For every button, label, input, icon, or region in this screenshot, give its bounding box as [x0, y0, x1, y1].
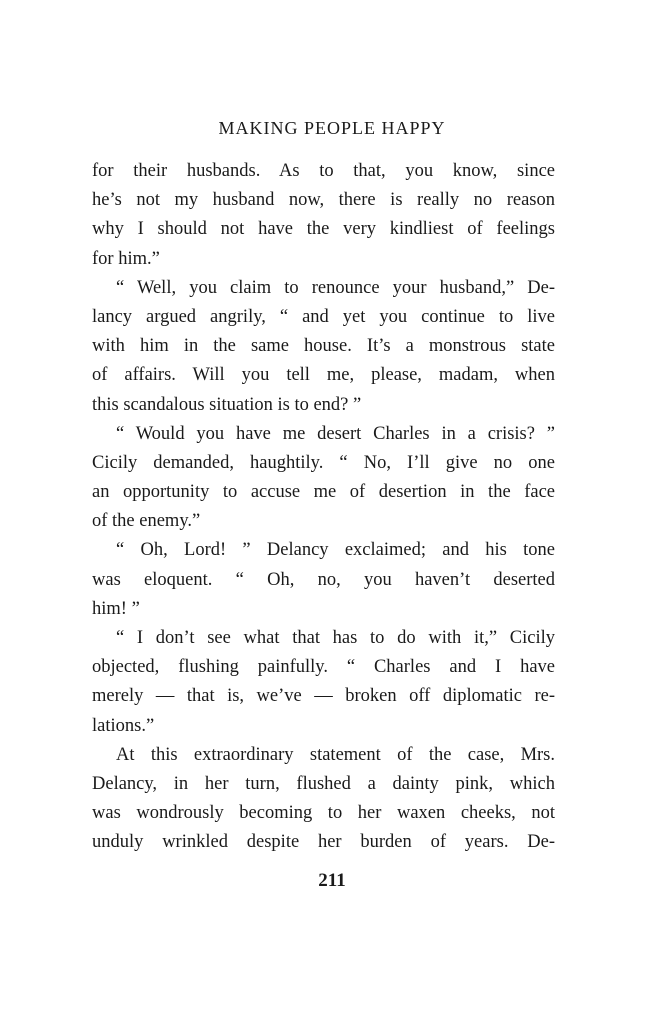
- text-line: was wondrously becoming to her waxen cheeks, not: [92, 803, 555, 824]
- text-line: he’s not my husband now, there is really no reason: [92, 190, 555, 211]
- text-line: why I should not have the very kindliest of feelings: [92, 219, 555, 240]
- text-line: with him in the same house. It’s a monstrous state: [92, 336, 555, 357]
- text-line: unduly wrinkled despite her burden of years. De-: [92, 832, 555, 853]
- text-line: was eloquent. “ Oh, no, you haven’t deserted: [92, 569, 555, 590]
- text-line: of the enemy.”: [92, 511, 201, 532]
- text-line: “ Oh, Lord! ” Delancy exclaimed; and his tone: [116, 540, 555, 561]
- text-line: “ Well, you claim to renounce your husband,” De-: [116, 277, 555, 298]
- text-line: objected, flushing painfully. “ Charles and I have: [92, 657, 555, 678]
- text-line: for him.”: [92, 248, 160, 269]
- text-line: lancy argued angrily, “ and yet you continue to live: [92, 306, 555, 327]
- text-line: “ I don’t see what that has to do with it,” Cicily: [116, 628, 555, 648]
- text-line: “ Would you have me desert Charles in a crisis? ”: [116, 423, 555, 444]
- text-line: an opportunity to accuse me of desertion in the face: [92, 482, 555, 503]
- text-line: merely — that is, we’ve — broken off diplomatic re-: [92, 686, 555, 707]
- page-number: 211: [318, 870, 346, 891]
- text-line: Delancy, in her turn, flushed a dainty pink, which: [92, 773, 555, 794]
- text-line: for their husbands. As to that, you know, since: [92, 161, 555, 181]
- body-text: [92, 157, 555, 858]
- text-line: lations.”: [92, 715, 155, 736]
- text-line: this scandalous situation is to end? ”: [92, 394, 362, 415]
- text-line: At this extraordinary statement of the case, Mrs.: [116, 744, 555, 765]
- text-line: Cicily demanded, haughtily. “ No, I’ll give no one: [92, 452, 555, 473]
- text-line: of affairs. Will you tell me, please, madam, when: [92, 365, 555, 386]
- running-title: MAKING PEOPLE HAPPY: [218, 118, 446, 138]
- text-line: him! ”: [92, 598, 140, 619]
